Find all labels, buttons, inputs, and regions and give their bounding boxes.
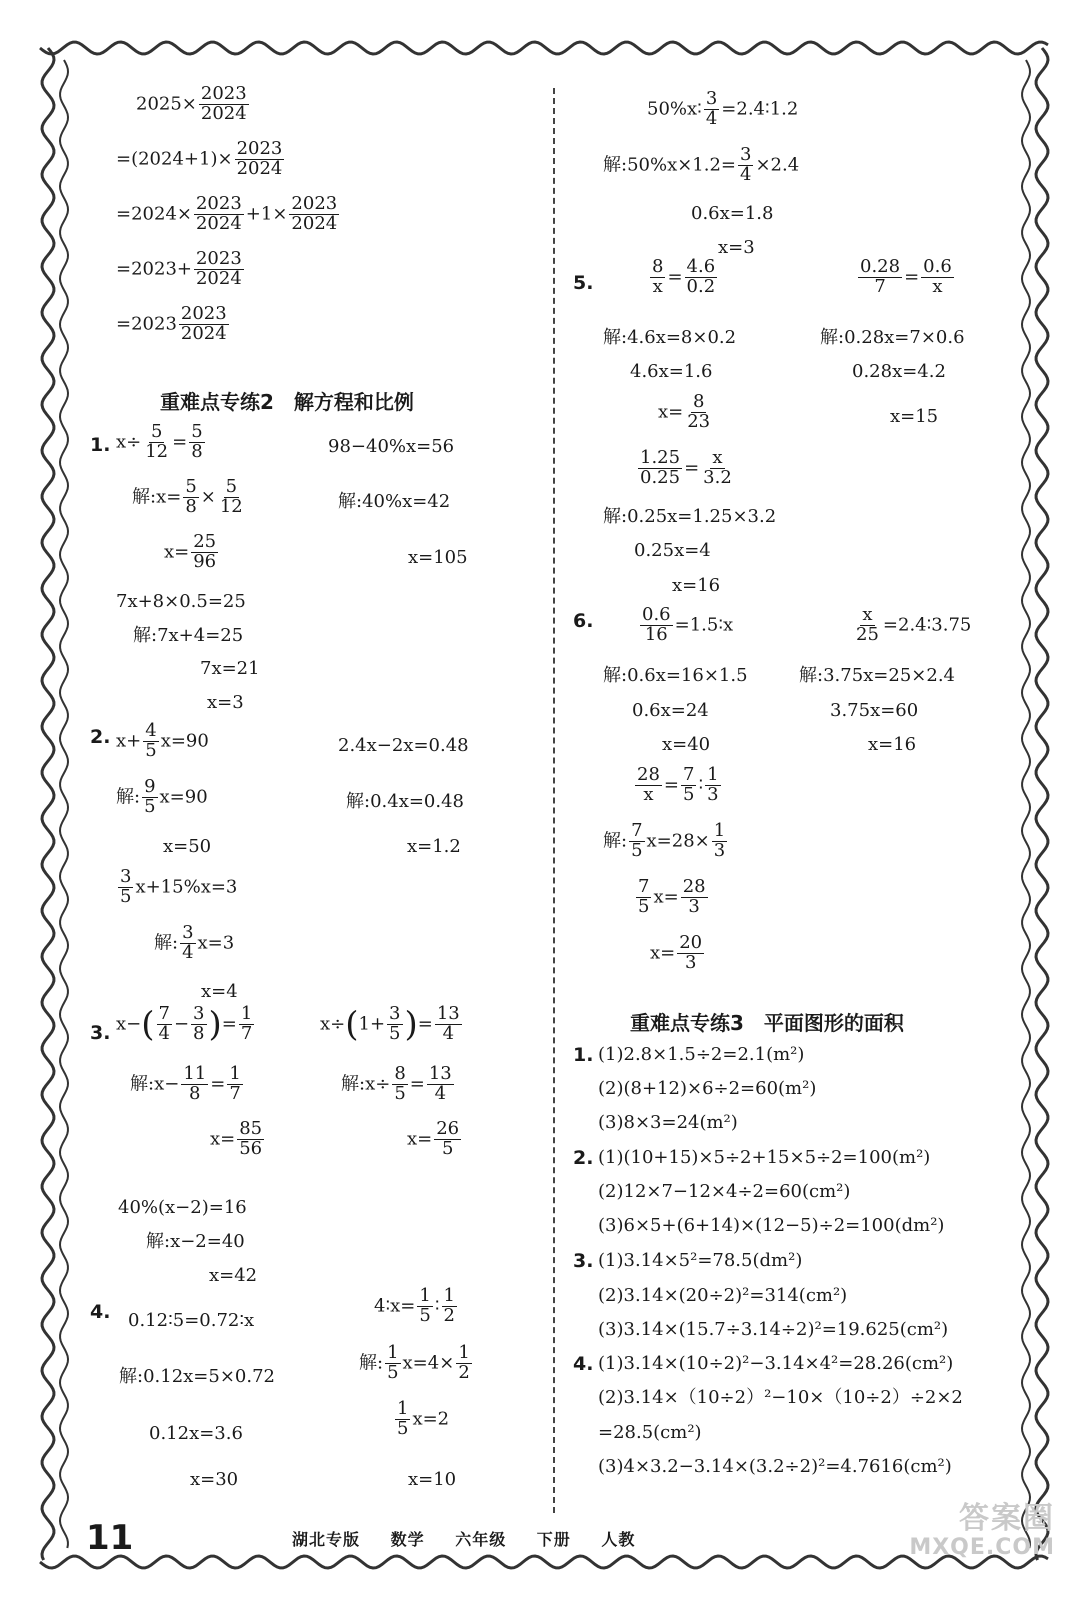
p6-a-equation: $\frac{0.6}{16}$ =1.5∶x bbox=[642, 604, 734, 645]
problem-number: 1. bbox=[90, 434, 111, 456]
q1-line-1: (1)2.8×1.5÷2=2.1(m²) bbox=[598, 1044, 805, 1065]
q4-line-3: =28.5(cm²) bbox=[598, 1422, 702, 1443]
p6-c-equation: $\frac{28}{x}$ = $\frac{7}{5}$ ∶ $\frac{1}{3}$ bbox=[637, 764, 719, 805]
footer-volume: 下册 bbox=[536, 1530, 571, 1549]
p6-c-step1: 解: $\frac{7}{5}$ x=28× $\frac{1}{3}$ bbox=[603, 820, 726, 861]
p5-a-step1: 解:4.6x=8×0.2 bbox=[603, 327, 737, 348]
p6-a-step2: 0.6x=24 bbox=[632, 700, 709, 721]
p2-b-step2: x=1.2 bbox=[407, 836, 461, 857]
problem-number: 2. bbox=[90, 726, 111, 748]
p1-a-equation: x÷ $\frac{5}{12}$ = $\frac{5}{8}$ bbox=[116, 421, 203, 462]
p4-b-step3: x=10 bbox=[408, 1469, 457, 1490]
p4-a-step1: 解:0.12x=5×0.72 bbox=[119, 1366, 275, 1387]
p4-a-step2: 0.12x=3.6 bbox=[149, 1423, 243, 1444]
p5-b-step3: x=15 bbox=[890, 406, 939, 427]
problem-number: 4. bbox=[90, 1301, 111, 1323]
p6-b-step1: 解:3.75x=25×2.4 bbox=[799, 665, 955, 686]
p1-c-equation: 7x+8×0.5=25 bbox=[116, 591, 246, 612]
calc-line-2: =(2024+1)× $\frac{2023}{2024}$ bbox=[116, 138, 283, 179]
q2-line-2: (2)12×7−12×4÷2=60(cm²) bbox=[598, 1181, 851, 1202]
p5-c-step1: 解:0.25x=1.25×3.2 bbox=[603, 506, 777, 527]
q4-line-4: (3)4×3.2−3.14×(3.2÷2)²=4.7616(cm²) bbox=[598, 1456, 952, 1477]
top-step3: x=3 bbox=[718, 237, 755, 258]
column-divider bbox=[553, 88, 555, 1513]
p1-a-step1: 解:x= $\frac{5}{8}$ × $\frac{5}{12}$ bbox=[132, 476, 243, 517]
p3-c-equation: 40%(x−2)=16 bbox=[118, 1197, 247, 1218]
p4-b-step1: 解: $\frac{1}{5}$ x=4× $\frac{1}{2}$ bbox=[359, 1342, 470, 1383]
q3-line-3: (3)3.14×(15.7÷3.14÷2)²=19.625(cm²) bbox=[598, 1319, 949, 1340]
p1-b-step2: x=105 bbox=[408, 547, 468, 568]
section-title-2: 重难点专练2 解方程和比例 bbox=[160, 390, 414, 414]
problem-number: 3. bbox=[90, 1022, 111, 1044]
p6-b-equation: $\frac{x}{25}$ =2.4∶3.75 bbox=[856, 604, 972, 645]
q3-line-2: (2)3.14×(20÷2)²=314(cm²) bbox=[598, 1285, 848, 1306]
q4-line-2: (2)3.14×（10÷2）²−10×（10÷2）÷2×2 bbox=[598, 1387, 963, 1408]
p2-a-equation: x+ $\frac{4}{5}$ x=90 bbox=[116, 720, 209, 761]
top-equation: 50%x∶ $\frac{3}{4}$ =2.4∶1.2 bbox=[647, 88, 799, 129]
p3-b-equation: x÷(1+ $\frac{3}{5}$ )= $\frac{13}{4}$ bbox=[320, 1003, 460, 1045]
footer-grade: 六年级 bbox=[455, 1530, 507, 1549]
p5-a-step3: x= $\frac{8}{23}$ bbox=[658, 391, 711, 432]
watermark-url: MXQE.COM bbox=[909, 1535, 1055, 1560]
section-title-3: 重难点专练3 平面图形的面积 bbox=[630, 1011, 904, 1035]
q1-line-2: (2)(8+12)×6÷2=60(m²) bbox=[598, 1078, 817, 1099]
q2-line-1: (1)(10+15)×5÷2+15×5÷2=100(m²) bbox=[598, 1147, 931, 1168]
p6-b-step2: 3.75x=60 bbox=[830, 700, 919, 721]
p6-c-step3: x= $\frac{20}{3}$ bbox=[650, 932, 703, 973]
p1-b-equation: 98−40%x=56 bbox=[328, 436, 455, 457]
p1-a-step2: x= $\frac{25}{96}$ bbox=[164, 531, 217, 572]
q2-line-3: (3)6×5+(6+14)×(12−5)÷2=100(dm²) bbox=[598, 1215, 945, 1236]
p6-b-step3: x=16 bbox=[868, 734, 917, 755]
watermark-text: 答案圈 bbox=[959, 1501, 1055, 1536]
footer-info bbox=[292, 1527, 659, 1550]
q1-line-3: (3)8×3=24(m²) bbox=[598, 1112, 738, 1133]
p1-c-step3: x=3 bbox=[207, 692, 244, 713]
p1-c-step2: 7x=21 bbox=[200, 658, 260, 679]
p5-c-equation: $\frac{1.25}{0.25}$ = $\frac{x}{3.2}$ bbox=[640, 447, 732, 488]
top-step2: 0.6x=1.8 bbox=[691, 203, 774, 224]
p2-c-step2: x=4 bbox=[201, 981, 238, 1002]
p5-a-equation: $\frac{8}{x}$ = $\frac{4.6}{0.2}$ bbox=[652, 256, 716, 297]
p2-b-step1: 解:0.4x=0.48 bbox=[346, 791, 465, 812]
p4-b-equation: 4∶x= $\frac{1}{5}$ ∶ $\frac{1}{2}$ bbox=[374, 1285, 455, 1326]
problem-number: 5. bbox=[573, 272, 594, 294]
footer-subject: 数学 bbox=[390, 1530, 425, 1549]
calc-line-5: =2023 $\frac{2023}{2024}$ bbox=[116, 303, 227, 344]
p4-b-step2: $\frac{1}{5}$ x=2 bbox=[397, 1398, 450, 1439]
problem-number: 3. bbox=[573, 1250, 594, 1272]
p5-c-step3: x=16 bbox=[672, 575, 721, 596]
calc-line-1: 2025× $\frac{2023}{2024}$ bbox=[136, 83, 247, 124]
p6-a-step1: 解:0.6x=16×1.5 bbox=[603, 665, 748, 686]
calc-line-4: =2023+ $\frac{2023}{2024}$ bbox=[116, 248, 242, 289]
p5-a-step2: 4.6x=1.6 bbox=[630, 361, 713, 382]
p5-b-equation: $\frac{0.28}{7}$ = $\frac{0.6}{x}$ bbox=[860, 256, 952, 297]
p3-c-step2: x=42 bbox=[209, 1265, 258, 1286]
p4-a-equation: 0.12∶5=0.72∶x bbox=[128, 1310, 255, 1331]
p3-b-step1: 解:x÷ $\frac{8}{5}$ = $\frac{13}{4}$ bbox=[341, 1063, 452, 1104]
p6-c-step2: $\frac{7}{5}$ x= $\frac{28}{3}$ bbox=[638, 876, 706, 917]
q3-line-1: (1)3.14×5²=78.5(dm²) bbox=[598, 1250, 803, 1271]
calc-line-3: =2024× $\frac{2023}{2024}$ +1× $\frac{2023}{2024}$ bbox=[116, 193, 338, 234]
p1-c-step1: 解:7x+4=25 bbox=[133, 625, 244, 646]
p2-a-step1: 解: $\frac{9}{5}$ x=90 bbox=[116, 776, 208, 817]
problem-number: 4. bbox=[573, 1353, 594, 1375]
problem-number: 6. bbox=[573, 610, 594, 632]
p2-c-step1: 解: $\frac{3}{4}$ x=3 bbox=[154, 922, 235, 963]
page-number: 11 bbox=[86, 1518, 134, 1558]
problem-number: 1. bbox=[573, 1044, 594, 1066]
p3-b-step2: x= $\frac{26}{5}$ bbox=[407, 1118, 460, 1159]
problem-number: 2. bbox=[573, 1147, 594, 1169]
p5-b-step1: 解:0.28x=7×0.6 bbox=[820, 327, 965, 348]
watermark-logo bbox=[909, 1502, 1055, 1560]
footer-edition: 湖北专版 bbox=[292, 1530, 361, 1549]
p1-b-step1: 解:40%x=42 bbox=[338, 491, 451, 512]
p3-a-step2: x= $\frac{85}{56}$ bbox=[210, 1118, 263, 1159]
p3-a-equation: x−( $\frac{7}{4}$ − $\frac{3}{8}$ )= $\frac{1}{7}$ bbox=[116, 1003, 253, 1045]
p4-a-step3: x=30 bbox=[190, 1469, 239, 1490]
p6-a-step3: x=40 bbox=[662, 734, 711, 755]
footer-publisher: 人教 bbox=[601, 1530, 636, 1549]
p3-a-step1: 解:x− $\frac{11}{8}$ = $\frac{1}{7}$ bbox=[130, 1063, 241, 1104]
p2-b-equation: 2.4x−2x=0.48 bbox=[338, 735, 469, 756]
p3-c-step1: 解:x−2=40 bbox=[146, 1231, 245, 1252]
p2-a-step2: x=50 bbox=[163, 836, 212, 857]
p5-b-step2: 0.28x=4.2 bbox=[852, 361, 946, 382]
p5-c-step2: 0.25x=4 bbox=[634, 540, 711, 561]
q4-line-1: (1)3.14×(10÷2)²−3.14×4²=28.26(cm²) bbox=[598, 1353, 954, 1374]
p2-c-equation: $\frac{3}{5}$ x+15%x=3 bbox=[120, 866, 238, 907]
top-step1: 解:50%x×1.2= $\frac{3}{4}$ ×2.4 bbox=[603, 144, 800, 185]
